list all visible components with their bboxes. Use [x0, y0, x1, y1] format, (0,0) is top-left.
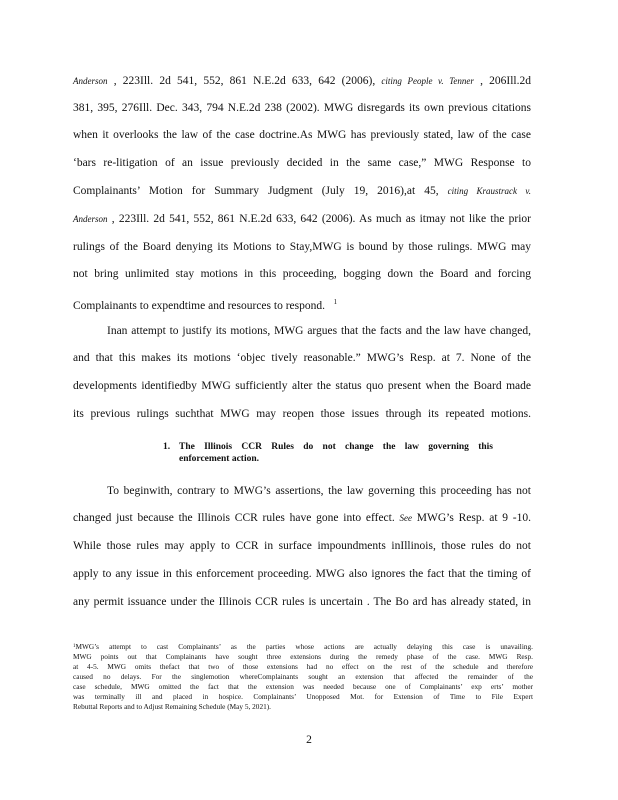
body-line: Anderson , 223Ill. 2d 541, 552, 861 N.E.2d 633, 642 (2006), citing People v. Tenner , 206Ill.2d [73, 75, 531, 87]
body-line: any permit issuance under the Illinois CCR rules is uncertain . The Bo ard has already stated, in [73, 596, 531, 608]
footnote-line: case schedule, MWG omitted the fact that the extension was needed because one of Complainants’ exp erts’ mother [73, 682, 533, 691]
citation-signal-italic: citing People v. Tenner [381, 76, 474, 86]
section-heading: 1. The Illinois CCR Rules do not change the law governing this enforcement action. [163, 442, 493, 464]
body-line: developments identifiedby MWG sufficiently alter the status quo present when the Board made [73, 380, 531, 392]
footnote-line: Rebuttal Reports and to Adjust Remaining Schedule (May 5, 2021). [73, 702, 272, 711]
footnote-line: at 4-5. MWG omits thefact that two of those extensions had no effect on the rest of the schedule and therefore [73, 662, 533, 671]
body-line: when it overlooks the law of the case doctrine.As MWG has previously stated, law of the case [73, 129, 531, 141]
body-line: rulings of the Board denying its Motions to Stay,MWG is bound by those rulings. MWG may [73, 241, 531, 253]
case-name-italic: Anderson [73, 214, 108, 224]
footnote-line: MWG points out that Complainants have sought three extensions during the remedy phase of the case. MWG Resp. [73, 652, 533, 661]
footnote-line: was terminally ill and placed in hospice. Complainants’ Unopposed Mot. for Extension of Time to File Expert [73, 692, 533, 701]
body-line: changed just because the Illinois CCR rules have gone into effect. See MWG’s Resp. at 9 -10. [73, 512, 531, 524]
body-line: While those rules may apply to CCR in surface impoundments inIllinois, those rules do not [73, 540, 531, 552]
body-line: Complainants to expendtime and resources to respond. $^1$ [73, 298, 338, 312]
body-line: not bring unlimited stay motions in this proceeding, bogging down the Board and forcing [73, 268, 531, 280]
body-line: Complainants’ Motion for Summary Judgment (July 19, 2016),at 45, citing Kraustrack v. [73, 185, 531, 197]
body-line: ‘bars re-litigation of an issue previously decided in the same case,” MWG Response to [73, 157, 531, 169]
body-line: Anderson , 223Ill. 2d 541, 552, 861 N.E.2d 633, 642 (2006). As much as itmay not like the prior [73, 213, 531, 225]
body-line: its previous rulings suchthat MWG may reopen those issues through its repeated motions. [73, 408, 531, 420]
page-number: 2 [306, 734, 312, 746]
case-name-italic: Anderson [73, 76, 108, 86]
citation-signal-italic: citing Kraustrack v. [447, 186, 531, 196]
section-number: 1. [163, 442, 171, 452]
body-line: Inan attempt to justify its motions, MWG argues that the facts and the law have changed, [107, 325, 531, 337]
body-line: apply to any issue in this enforcement proceeding. MWG also ignores the fact that the timing of [73, 568, 531, 580]
footnote-marker: 1 [73, 644, 76, 649]
body-line: and that this makes its motions ‘objec tively reasonable.” MWG’s Resp. at 7. None of the [73, 352, 531, 364]
body-line: To beginwith, contrary to MWG’s assertions, the law governing this proceeding has not [107, 485, 531, 497]
body-line: 381, 395, 276Ill. Dec. 343, 794 N.E.2d 238 (2002). MWG disregards its own previous citations [73, 102, 531, 114]
footnote-line: caused no delays. For the singlemotion whereComplainants sought an extension that affected the remainder of the [73, 672, 533, 681]
footnote-reference: 1 [333, 298, 338, 306]
footnote-line: $^1$MWG’s attempt to cast Complainants’ as the parties whose actions are actually delaying this case is unavailing. [73, 642, 533, 651]
citation-signal-italic: See [399, 513, 412, 523]
